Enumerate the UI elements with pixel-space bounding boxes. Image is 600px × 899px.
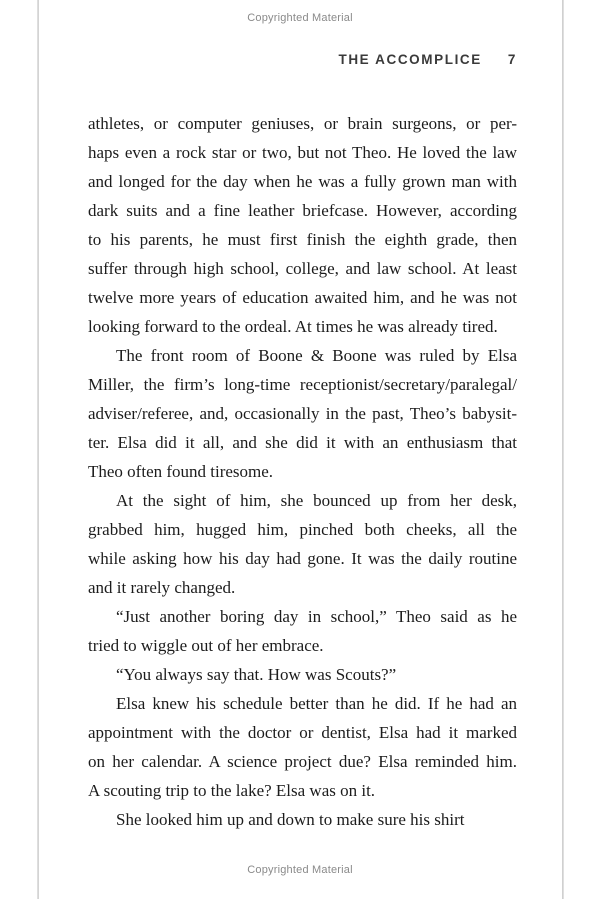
text-line: ter. Elsa did it all, and she did it with an enthusiasm that bbox=[88, 433, 517, 452]
text-line: and longed for the day when he was a fully grown man with bbox=[88, 172, 517, 191]
text-line: “You always say that. How was Scouts?” bbox=[116, 665, 397, 684]
text-line: and it rarely changed. bbox=[88, 578, 236, 597]
text-line: adviser/referee, and, occasionally in the past, Theo’s babysit- bbox=[88, 404, 517, 423]
page-edge-line-right bbox=[562, 0, 564, 899]
text-line: A scouting trip to the lake? Elsa was on it. bbox=[88, 781, 376, 800]
text-line: grabbed him, hugged him, pinched both cheeks, all the bbox=[88, 520, 517, 539]
book-title: THE ACCOMPLICE bbox=[338, 52, 482, 67]
text-line: At the sight of him, she bounced up from her desk, bbox=[116, 491, 517, 510]
text-line: “Just another boring day in school,” Theo said as he bbox=[116, 607, 517, 626]
text-block bbox=[88, 109, 517, 834]
text-line: Elsa knew his schedule better than he did. If he had an bbox=[116, 694, 517, 713]
text-line: Theo often found tiresome. bbox=[88, 462, 274, 481]
text-line: while asking how his day had gone. It was the daily routine bbox=[88, 549, 517, 568]
text-line: tried to wiggle out of her embrace. bbox=[88, 636, 324, 655]
text-line: appointment with the doctor or dentist, Elsa had it marked bbox=[88, 723, 517, 742]
text-line: looking forward to the ordeal. At times he was already tired. bbox=[88, 317, 498, 336]
page-edge-line-left bbox=[37, 0, 39, 899]
text-line: on her calendar. A science project due? Elsa reminded him. bbox=[88, 752, 517, 771]
text-line: twelve more years of education awaited him, and he was not bbox=[88, 288, 517, 307]
text-line: athletes, or computer geniuses, or brain surgeons, or per- bbox=[88, 114, 517, 133]
text-line: haps even a rock star or two, but not Theo. He loved the law bbox=[88, 143, 517, 162]
running-header bbox=[88, 52, 517, 67]
text-line: She looked him up and down to make sure his shirt bbox=[116, 810, 465, 829]
copyright-watermark-bottom: Copyrighted Material bbox=[247, 864, 353, 876]
text-line: The front room of Boone & Boone was ruled by Elsa bbox=[116, 346, 517, 365]
text-line: to his parents, he must first finish the eighth grade, then bbox=[88, 230, 517, 249]
text-line: dark suits and a fine leather briefcase. However, according bbox=[88, 201, 517, 220]
text-line: suffer through high school, college, and law school. At least bbox=[88, 259, 517, 278]
text-line: Miller, the firm’s long-time receptionist/secretary/paralegal/ bbox=[88, 375, 517, 394]
page-number: 7 bbox=[507, 52, 517, 67]
copyright-watermark-top: Copyrighted Material bbox=[247, 12, 353, 24]
